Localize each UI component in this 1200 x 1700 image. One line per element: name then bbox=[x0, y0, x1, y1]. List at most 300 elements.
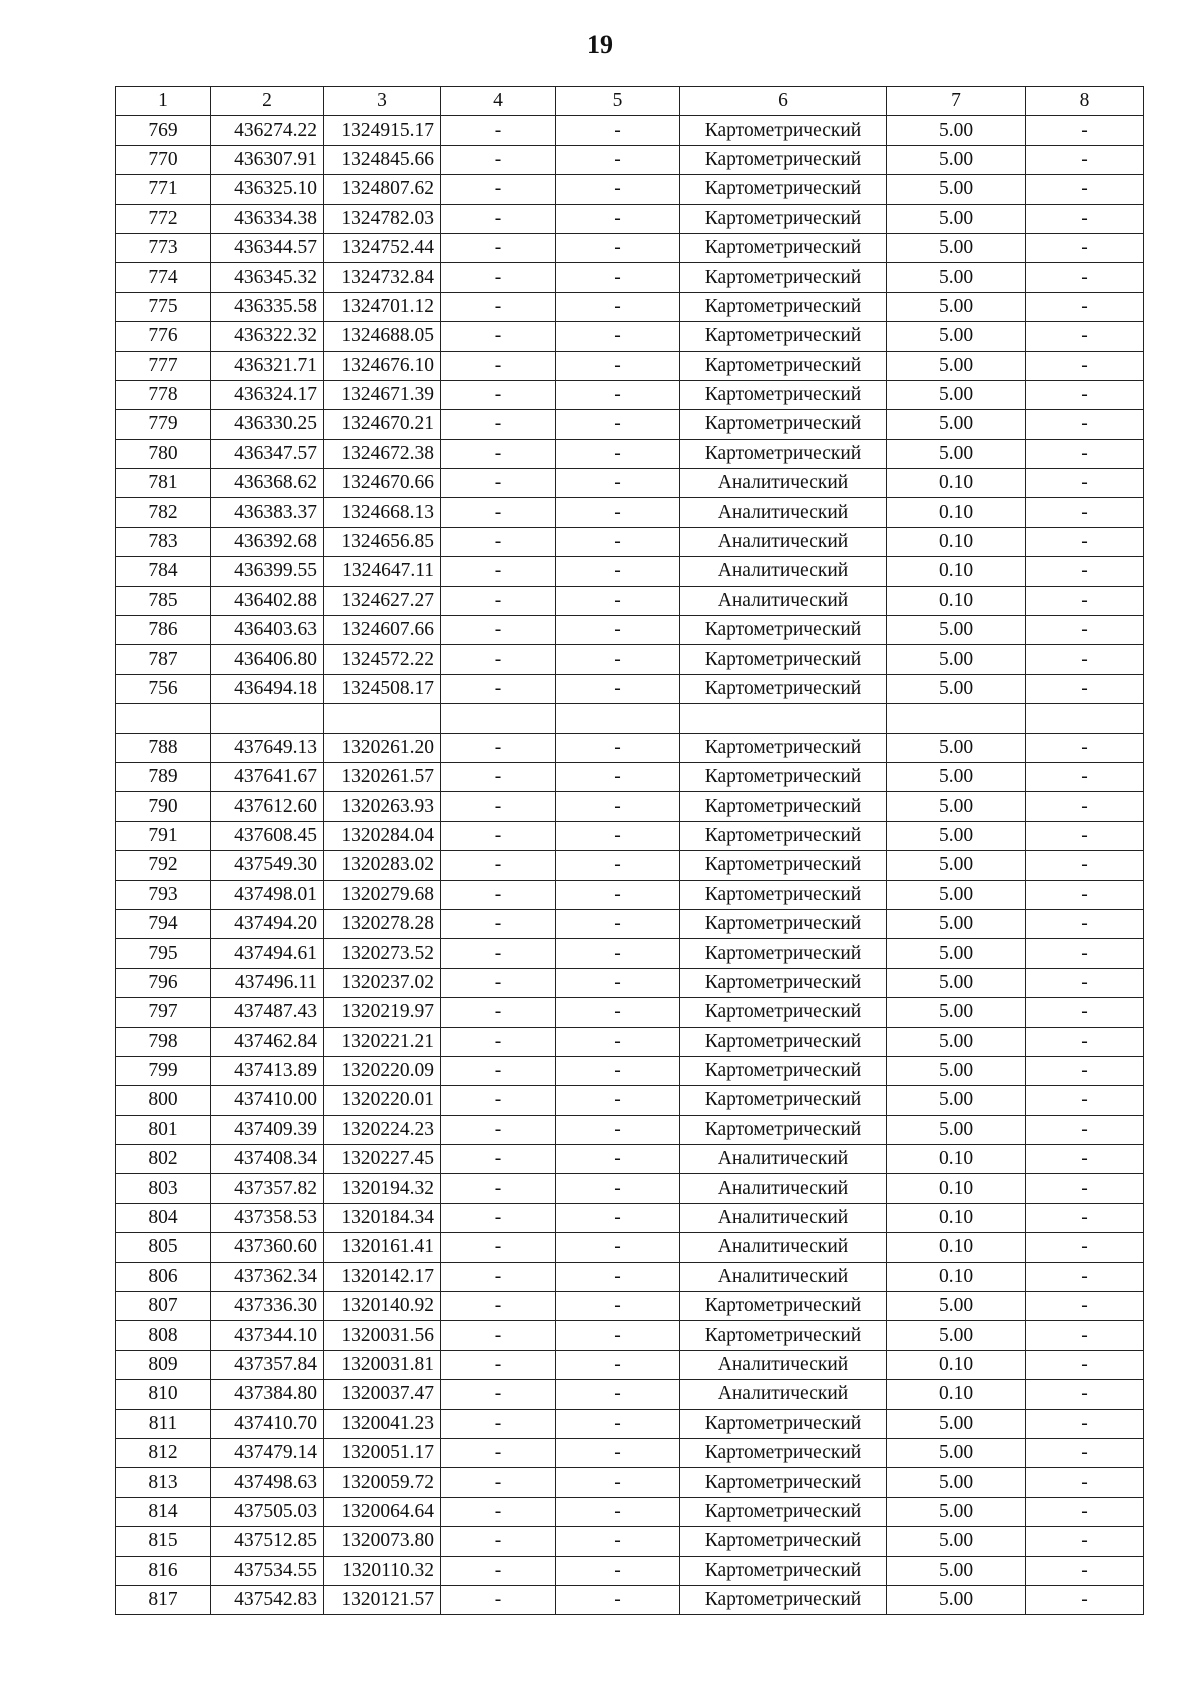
cell-col-5: - bbox=[556, 1292, 680, 1321]
cell-col-4: - bbox=[441, 557, 556, 586]
cell-col-5: - bbox=[556, 762, 680, 791]
cell-coord-x: 437649.13 bbox=[211, 733, 324, 762]
cell-col-8: - bbox=[1026, 1203, 1144, 1232]
cell-col-8: - bbox=[1026, 733, 1144, 762]
cell-coord-x: 437549.30 bbox=[211, 851, 324, 880]
cell-method: Картометрический bbox=[680, 1468, 887, 1497]
cell-col-5: - bbox=[556, 821, 680, 850]
cell-col-4: - bbox=[441, 1203, 556, 1232]
cell-col-5: - bbox=[556, 145, 680, 174]
cell-col-8: - bbox=[1026, 674, 1144, 703]
cell-accuracy: 0.10 bbox=[887, 1262, 1026, 1291]
cell-coord-x: 436402.88 bbox=[211, 586, 324, 615]
cell-coord-y: 1320261.57 bbox=[324, 762, 441, 791]
table-row bbox=[116, 1115, 1144, 1144]
cell-coord-x: 437612.60 bbox=[211, 792, 324, 821]
cell-col-5 bbox=[556, 704, 680, 733]
cell-method: Картометрический bbox=[680, 1056, 887, 1085]
cell-col-5: - bbox=[556, 1527, 680, 1556]
cell-method: Картометрический bbox=[680, 233, 887, 262]
cell-coord-y: 1324807.62 bbox=[324, 175, 441, 204]
table-row bbox=[116, 263, 1144, 292]
cell-col-4: - bbox=[441, 1174, 556, 1203]
cell-method: Картометрический bbox=[680, 1438, 887, 1467]
cell-col-5: - bbox=[556, 439, 680, 468]
cell-accuracy: 5.00 bbox=[887, 616, 1026, 645]
cell-coord-y: 1324845.66 bbox=[324, 145, 441, 174]
cell-coord-x: 437542.83 bbox=[211, 1585, 324, 1614]
table-row bbox=[116, 557, 1144, 586]
cell-col-8: - bbox=[1026, 939, 1144, 968]
cell-col-5: - bbox=[556, 586, 680, 615]
cell-col-8: - bbox=[1026, 116, 1144, 145]
cell-col-5: - bbox=[556, 116, 680, 145]
cell-coord-x: 436321.71 bbox=[211, 351, 324, 380]
table-row bbox=[116, 1438, 1144, 1467]
cell-method: Аналитический bbox=[680, 1380, 887, 1409]
cell-coord-y: 1324782.03 bbox=[324, 204, 441, 233]
table-row bbox=[116, 116, 1144, 145]
cell-col-8: - bbox=[1026, 1585, 1144, 1614]
table-row bbox=[116, 175, 1144, 204]
cell-point-number: 797 bbox=[116, 998, 211, 1027]
cell-col-4: - bbox=[441, 1145, 556, 1174]
cell-coord-y: 1320059.72 bbox=[324, 1468, 441, 1497]
cell-col-8: - bbox=[1026, 1145, 1144, 1174]
cell-point-number: 811 bbox=[116, 1409, 211, 1438]
cell-coord-x: 437410.70 bbox=[211, 1409, 324, 1438]
header-col-4: 4 bbox=[441, 87, 556, 116]
table-row bbox=[116, 939, 1144, 968]
cell-col-5: - bbox=[556, 263, 680, 292]
cell-coord-y: 1324701.12 bbox=[324, 292, 441, 321]
table-row bbox=[116, 292, 1144, 321]
header-col-5: 5 bbox=[556, 87, 680, 116]
cell-coord-y: 1320064.64 bbox=[324, 1497, 441, 1526]
cell-accuracy: 0.10 bbox=[887, 1350, 1026, 1379]
cell-col-8: - bbox=[1026, 1409, 1144, 1438]
cell-coord-y: 1324647.11 bbox=[324, 557, 441, 586]
cell-col-5: - bbox=[556, 1203, 680, 1232]
cell-col-5: - bbox=[556, 1056, 680, 1085]
cell-method: Картометрический bbox=[680, 674, 887, 703]
cell-col-4: - bbox=[441, 1350, 556, 1379]
cell-point-number: 775 bbox=[116, 292, 211, 321]
cell-col-8: - bbox=[1026, 1174, 1144, 1203]
cell-point-number: 785 bbox=[116, 586, 211, 615]
cell-coord-x: 436494.18 bbox=[211, 674, 324, 703]
cell-col-4: - bbox=[441, 733, 556, 762]
cell-point-number: 807 bbox=[116, 1292, 211, 1321]
cell-coord-x: 437384.80 bbox=[211, 1380, 324, 1409]
cell-col-8: - bbox=[1026, 410, 1144, 439]
cell-col-8: - bbox=[1026, 557, 1144, 586]
cell-col-5: - bbox=[556, 351, 680, 380]
cell-method: Картометрический bbox=[680, 880, 887, 909]
table-row bbox=[116, 1409, 1144, 1438]
cell-accuracy: 5.00 bbox=[887, 1438, 1026, 1467]
cell-col-8: - bbox=[1026, 1056, 1144, 1085]
cell-col-4: - bbox=[441, 1438, 556, 1467]
cell-col-8: - bbox=[1026, 263, 1144, 292]
cell-coord-x: 436324.17 bbox=[211, 380, 324, 409]
cell-col-8: - bbox=[1026, 1468, 1144, 1497]
header-col-1: 1 bbox=[116, 87, 211, 116]
cell-point-number: 791 bbox=[116, 821, 211, 850]
cell-coord-y: 1320194.32 bbox=[324, 1174, 441, 1203]
table-row bbox=[116, 1527, 1144, 1556]
cell-col-4: - bbox=[441, 939, 556, 968]
cell-col-4: - bbox=[441, 674, 556, 703]
cell-accuracy: 5.00 bbox=[887, 145, 1026, 174]
cell-coord-x: 437479.14 bbox=[211, 1438, 324, 1467]
cell-point-number: 786 bbox=[116, 616, 211, 645]
table-row bbox=[116, 233, 1144, 262]
cell-col-8: - bbox=[1026, 645, 1144, 674]
cell-coord-y: 1320219.97 bbox=[324, 998, 441, 1027]
cell-col-4: - bbox=[441, 1321, 556, 1350]
table-row bbox=[116, 469, 1144, 498]
cell-method: Картометрический bbox=[680, 762, 887, 791]
cell-coord-y: 1324676.10 bbox=[324, 351, 441, 380]
cell-coord-x: 437494.20 bbox=[211, 909, 324, 938]
cell-method: Аналитический bbox=[680, 1145, 887, 1174]
cell-col-4: - bbox=[441, 292, 556, 321]
table-row bbox=[116, 762, 1144, 791]
cell-accuracy: 5.00 bbox=[887, 233, 1026, 262]
cell-method bbox=[680, 704, 887, 733]
cell-col-4: - bbox=[441, 322, 556, 351]
cell-point-number: 773 bbox=[116, 233, 211, 262]
cell-coord-y: 1320224.23 bbox=[324, 1115, 441, 1144]
cell-col-4: - bbox=[441, 1585, 556, 1614]
table-row bbox=[116, 1027, 1144, 1056]
cell-coord-y: 1320031.81 bbox=[324, 1350, 441, 1379]
cell-method: Картометрический bbox=[680, 322, 887, 351]
cell-col-5: - bbox=[556, 1409, 680, 1438]
table-row bbox=[116, 1350, 1144, 1379]
cell-col-5: - bbox=[556, 880, 680, 909]
cell-method: Картометрический bbox=[680, 998, 887, 1027]
cell-method: Картометрический bbox=[680, 351, 887, 380]
cell-col-8: - bbox=[1026, 792, 1144, 821]
cell-col-4: - bbox=[441, 792, 556, 821]
cell-col-8: - bbox=[1026, 527, 1144, 556]
cell-col-4: - bbox=[441, 1409, 556, 1438]
header-col-7: 7 bbox=[887, 87, 1026, 116]
cell-col-4: - bbox=[441, 1497, 556, 1526]
cell-coord-x: 436325.10 bbox=[211, 175, 324, 204]
cell-accuracy: 5.00 bbox=[887, 968, 1026, 997]
table-row bbox=[116, 1468, 1144, 1497]
table-row bbox=[116, 586, 1144, 615]
cell-point-number: 808 bbox=[116, 1321, 211, 1350]
cell-col-8: - bbox=[1026, 380, 1144, 409]
cell-accuracy: 5.00 bbox=[887, 439, 1026, 468]
cell-coord-y: 1324607.66 bbox=[324, 616, 441, 645]
cell-accuracy: 5.00 bbox=[887, 116, 1026, 145]
cell-col-4: - bbox=[441, 145, 556, 174]
cell-coord-x: 436403.63 bbox=[211, 616, 324, 645]
cell-coord-x: 436406.80 bbox=[211, 645, 324, 674]
cell-col-4: - bbox=[441, 116, 556, 145]
cell-coord-x: 437641.67 bbox=[211, 762, 324, 791]
cell-coord-y: 1320279.68 bbox=[324, 880, 441, 909]
table-row bbox=[116, 1145, 1144, 1174]
cell-col-4: - bbox=[441, 1056, 556, 1085]
cell-coord-x: 436347.57 bbox=[211, 439, 324, 468]
cell-coord-y: 1324508.17 bbox=[324, 674, 441, 703]
cell-col-8: - bbox=[1026, 968, 1144, 997]
cell-coord-x: 436368.62 bbox=[211, 469, 324, 498]
cell-col-8: - bbox=[1026, 1438, 1144, 1467]
cell-col-4: - bbox=[441, 439, 556, 468]
cell-col-4: - bbox=[441, 469, 556, 498]
coordinates-table bbox=[115, 86, 1144, 1615]
cell-point-number: 813 bbox=[116, 1468, 211, 1497]
cell-point-number: 779 bbox=[116, 410, 211, 439]
cell-col-8: - bbox=[1026, 586, 1144, 615]
cell-accuracy: 5.00 bbox=[887, 851, 1026, 880]
cell-accuracy: 5.00 bbox=[887, 645, 1026, 674]
cell-accuracy: 5.00 bbox=[887, 880, 1026, 909]
cell-coord-y: 1320283.02 bbox=[324, 851, 441, 880]
cell-method: Картометрический bbox=[680, 851, 887, 880]
cell-col-8: - bbox=[1026, 1556, 1144, 1585]
cell-point-number: 800 bbox=[116, 1086, 211, 1115]
cell-point-number: 804 bbox=[116, 1203, 211, 1232]
table-row bbox=[116, 1497, 1144, 1526]
cell-col-8: - bbox=[1026, 998, 1144, 1027]
cell-accuracy: 5.00 bbox=[887, 1527, 1026, 1556]
cell-coord-y: 1320227.45 bbox=[324, 1145, 441, 1174]
cell-col-4: - bbox=[441, 645, 556, 674]
cell-col-4: - bbox=[441, 175, 556, 204]
cell-method: Картометрический bbox=[680, 175, 887, 204]
cell-coord-x: 437357.82 bbox=[211, 1174, 324, 1203]
cell-col-8: - bbox=[1026, 322, 1144, 351]
cell-col-8: - bbox=[1026, 1350, 1144, 1379]
cell-col-4: - bbox=[441, 498, 556, 527]
cell-col-4: - bbox=[441, 586, 556, 615]
cell-accuracy: 5.00 bbox=[887, 1556, 1026, 1585]
table-row bbox=[116, 1585, 1144, 1614]
cell-method: Картометрический bbox=[680, 939, 887, 968]
cell-col-8: - bbox=[1026, 498, 1144, 527]
cell-accuracy: 5.00 bbox=[887, 1409, 1026, 1438]
table-row bbox=[116, 821, 1144, 850]
cell-col-5: - bbox=[556, 674, 680, 703]
cell-point-number bbox=[116, 704, 211, 733]
cell-accuracy: 5.00 bbox=[887, 410, 1026, 439]
table-row bbox=[116, 968, 1144, 997]
cell-method: Аналитический bbox=[680, 557, 887, 586]
cell-coord-x: 437360.60 bbox=[211, 1233, 324, 1262]
cell-col-8: - bbox=[1026, 909, 1144, 938]
cell-coord-y: 1324627.27 bbox=[324, 586, 441, 615]
cell-accuracy: 5.00 bbox=[887, 821, 1026, 850]
cell-col-5: - bbox=[556, 292, 680, 321]
cell-coord-x: 437413.89 bbox=[211, 1056, 324, 1085]
cell-point-number: 787 bbox=[116, 645, 211, 674]
cell-coord-x: 436345.32 bbox=[211, 263, 324, 292]
cell-coord-y: 1324671.39 bbox=[324, 380, 441, 409]
cell-coord-x: 436322.32 bbox=[211, 322, 324, 351]
cell-col-8: - bbox=[1026, 351, 1144, 380]
cell-col-4: - bbox=[441, 1086, 556, 1115]
cell-coord-y: 1320263.93 bbox=[324, 792, 441, 821]
header-col-8: 8 bbox=[1026, 87, 1144, 116]
cell-col-8: - bbox=[1026, 1115, 1144, 1144]
cell-point-number: 794 bbox=[116, 909, 211, 938]
cell-method: Картометрический bbox=[680, 968, 887, 997]
cell-accuracy: 5.00 bbox=[887, 792, 1026, 821]
cell-col-5: - bbox=[556, 410, 680, 439]
cell-accuracy: 5.00 bbox=[887, 1468, 1026, 1497]
cell-method: Картометрический bbox=[680, 616, 887, 645]
cell-accuracy: 5.00 bbox=[887, 939, 1026, 968]
cell-point-number: 801 bbox=[116, 1115, 211, 1144]
cell-accuracy: 5.00 bbox=[887, 380, 1026, 409]
cell-point-number: 782 bbox=[116, 498, 211, 527]
cell-col-8: - bbox=[1026, 821, 1144, 850]
cell-col-8: - bbox=[1026, 880, 1144, 909]
cell-coord-x: 437357.84 bbox=[211, 1350, 324, 1379]
cell-accuracy: 5.00 bbox=[887, 263, 1026, 292]
cell-accuracy: 5.00 bbox=[887, 1027, 1026, 1056]
cell-coord-y: 1324752.44 bbox=[324, 233, 441, 262]
cell-coord-y: 1320140.92 bbox=[324, 1292, 441, 1321]
cell-coord-y: 1320284.04 bbox=[324, 821, 441, 850]
cell-col-8 bbox=[1026, 704, 1144, 733]
cell-accuracy: 5.00 bbox=[887, 762, 1026, 791]
cell-coord-x: 437498.01 bbox=[211, 880, 324, 909]
cell-accuracy: 0.10 bbox=[887, 1380, 1026, 1409]
cell-accuracy: 0.10 bbox=[887, 469, 1026, 498]
cell-col-4: - bbox=[441, 1292, 556, 1321]
cell-col-5: - bbox=[556, 792, 680, 821]
cell-coord-x: 437512.85 bbox=[211, 1527, 324, 1556]
cell-point-number: 817 bbox=[116, 1585, 211, 1614]
cell-col-8: - bbox=[1026, 1527, 1144, 1556]
cell-point-number: 789 bbox=[116, 762, 211, 791]
cell-coord-x: 436344.57 bbox=[211, 233, 324, 262]
cell-point-number: 795 bbox=[116, 939, 211, 968]
cell-point-number: 788 bbox=[116, 733, 211, 762]
table-row bbox=[116, 410, 1144, 439]
cell-accuracy bbox=[887, 704, 1026, 733]
cell-col-5: - bbox=[556, 1468, 680, 1497]
cell-coord-y: 1320031.56 bbox=[324, 1321, 441, 1350]
cell-coord-y: 1320237.02 bbox=[324, 968, 441, 997]
table-row bbox=[116, 1262, 1144, 1291]
cell-accuracy: 5.00 bbox=[887, 351, 1026, 380]
cell-col-5: - bbox=[556, 733, 680, 762]
cell-col-4: - bbox=[441, 616, 556, 645]
cell-point-number: 778 bbox=[116, 380, 211, 409]
cell-method: Аналитический bbox=[680, 1174, 887, 1203]
table-row bbox=[116, 351, 1144, 380]
cell-col-5: - bbox=[556, 939, 680, 968]
cell-point-number: 799 bbox=[116, 1056, 211, 1085]
cell-point-number: 816 bbox=[116, 1556, 211, 1585]
cell-col-4: - bbox=[441, 1233, 556, 1262]
cell-coord-y: 1320142.17 bbox=[324, 1262, 441, 1291]
cell-col-8: - bbox=[1026, 469, 1144, 498]
cell-point-number: 814 bbox=[116, 1497, 211, 1526]
cell-col-4: - bbox=[441, 1027, 556, 1056]
cell-coord-x: 436274.22 bbox=[211, 116, 324, 145]
cell-point-number: 774 bbox=[116, 263, 211, 292]
cell-col-8: - bbox=[1026, 204, 1144, 233]
cell-col-8: - bbox=[1026, 1262, 1144, 1291]
cell-accuracy: 5.00 bbox=[887, 1497, 1026, 1526]
cell-coord-y: 1324672.38 bbox=[324, 439, 441, 468]
cell-accuracy: 0.10 bbox=[887, 1174, 1026, 1203]
table-row bbox=[116, 380, 1144, 409]
table-row bbox=[116, 527, 1144, 556]
cell-accuracy: 5.00 bbox=[887, 998, 1026, 1027]
cell-col-8: - bbox=[1026, 233, 1144, 262]
table-row bbox=[116, 145, 1144, 174]
cell-col-4: - bbox=[441, 263, 556, 292]
cell-coord-y: 1324670.66 bbox=[324, 469, 441, 498]
cell-coord-x: 437408.34 bbox=[211, 1145, 324, 1174]
table-row bbox=[116, 439, 1144, 468]
cell-method: Картометрический bbox=[680, 1497, 887, 1526]
cell-point-number: 771 bbox=[116, 175, 211, 204]
cell-point-number: 803 bbox=[116, 1174, 211, 1203]
cell-col-5: - bbox=[556, 851, 680, 880]
table-row bbox=[116, 498, 1144, 527]
cell-col-5: - bbox=[556, 1233, 680, 1262]
table-row bbox=[116, 1086, 1144, 1115]
cell-col-8: - bbox=[1026, 616, 1144, 645]
cell-col-4: - bbox=[441, 909, 556, 938]
table-body bbox=[116, 116, 1144, 1615]
cell-col-5: - bbox=[556, 1174, 680, 1203]
cell-method: Картометрический bbox=[680, 292, 887, 321]
cell-accuracy: 5.00 bbox=[887, 733, 1026, 762]
cell-point-number: 776 bbox=[116, 322, 211, 351]
header-col-6: 6 bbox=[680, 87, 887, 116]
cell-coord-y: 1320037.47 bbox=[324, 1380, 441, 1409]
cell-col-5: - bbox=[556, 1556, 680, 1585]
cell-col-4: - bbox=[441, 1262, 556, 1291]
cell-col-4: - bbox=[441, 410, 556, 439]
cell-point-number: 805 bbox=[116, 1233, 211, 1262]
cell-point-number: 798 bbox=[116, 1027, 211, 1056]
cell-coord-y: 1320278.28 bbox=[324, 909, 441, 938]
cell-col-5: - bbox=[556, 204, 680, 233]
cell-coord-x: 437498.63 bbox=[211, 1468, 324, 1497]
cell-col-5: - bbox=[556, 527, 680, 556]
cell-col-5: - bbox=[556, 175, 680, 204]
cell-point-number: 796 bbox=[116, 968, 211, 997]
cell-method: Картометрический bbox=[680, 1409, 887, 1438]
cell-coord-y: 1320161.41 bbox=[324, 1233, 441, 1262]
cell-point-number: 780 bbox=[116, 439, 211, 468]
cell-col-4: - bbox=[441, 380, 556, 409]
cell-coord-y: 1324670.21 bbox=[324, 410, 441, 439]
cell-col-8: - bbox=[1026, 1086, 1144, 1115]
cell-method: Аналитический bbox=[680, 1350, 887, 1379]
cell-col-4: - bbox=[441, 998, 556, 1027]
cell-col-5: - bbox=[556, 469, 680, 498]
cell-col-4: - bbox=[441, 1380, 556, 1409]
cell-method: Картометрический bbox=[680, 410, 887, 439]
cell-coord-x: 436383.37 bbox=[211, 498, 324, 527]
